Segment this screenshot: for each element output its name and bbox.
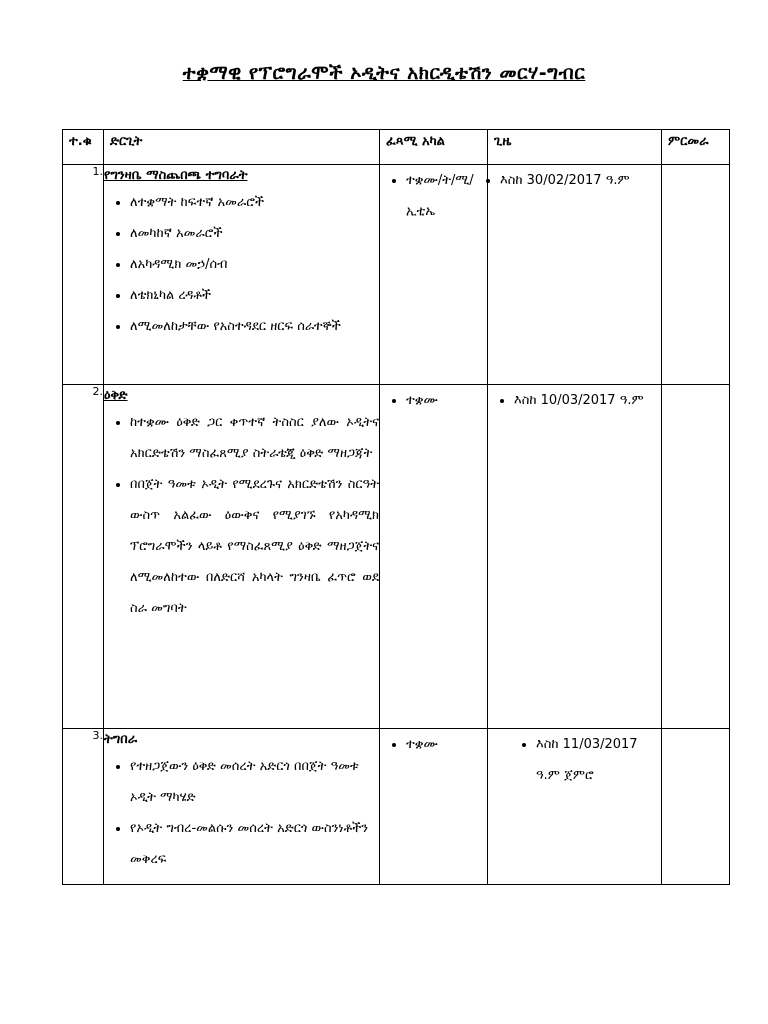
activity-item: • ለሚመለከታቸው የአስተዳደር ዘርፍ ሰራተኞች bbox=[130, 311, 379, 342]
time-value: • እስከ 30/02/2017 ዓ.ም bbox=[500, 165, 661, 196]
header-activity: ድርጊት bbox=[104, 130, 380, 165]
remark-cell bbox=[662, 729, 730, 885]
header-time: ጊዜ bbox=[488, 130, 662, 165]
activity-title: ትግበራ bbox=[104, 732, 138, 747]
activity-item: • በበጀት ዓመቱ ኦዲት የሚደረጉና አክርድቴሽን ስርዓት ውስጥ አልፈው ዕውቅና የሚያገኙ የአካዳሚክ ፕሮግራሞችን ላይቶ የማስፈጸሚያ ዕቅድ ማዘጋጀትና ለሚመለከተው በለድርሻ አካላት ግንዛቤ ፈጥሮ ወደ ስራ መግባት bbox=[130, 469, 379, 624]
time-value: • እስከ 10/03/2017 ዓ.ም bbox=[514, 385, 661, 416]
header-number: ተ.ቁ bbox=[63, 130, 104, 165]
activity-cell bbox=[104, 385, 380, 729]
activity-list bbox=[104, 407, 379, 624]
time-cell bbox=[488, 729, 662, 885]
table-row bbox=[63, 729, 730, 885]
time-cell bbox=[488, 385, 662, 729]
responsible-value: • ተቋሙ/ት/ሚ/ኢቲኤ bbox=[406, 165, 487, 227]
row-number: 2. bbox=[63, 385, 104, 729]
table-header-row bbox=[63, 130, 730, 165]
responsible-value: • ተቋሙ bbox=[406, 729, 487, 760]
activity-item: • የኦዲት ግብረ-መልሱን መሰረት አድርጎ ውስንነቶችን መቅረፍ bbox=[130, 813, 379, 875]
activity-title: ዕቅድ bbox=[104, 388, 128, 403]
activity-item: • ለመካከኛ አመራሮች bbox=[130, 218, 379, 249]
row-number: 1. bbox=[63, 165, 104, 385]
action-plan-table bbox=[62, 129, 730, 885]
table-row bbox=[63, 385, 730, 729]
row-number: 3. bbox=[63, 729, 104, 885]
activity-item: • ለተቋማት ከፍተኛ አመራሮች bbox=[130, 187, 379, 218]
remark-cell bbox=[662, 165, 730, 385]
responsible-cell bbox=[380, 385, 488, 729]
header-responsible: ፈጻሚ አካል bbox=[380, 130, 488, 165]
activity-item: • ለቴክኒካል ረዳቶች bbox=[130, 280, 379, 311]
page-title: ተቋማዊ የፕሮግራሞች ኦዲትና አክርዲቴሽን መርሃ-ግብር bbox=[182, 62, 586, 84]
responsible-cell bbox=[380, 729, 488, 885]
activity-item: • ለአካዳሚክ መኃ/ሰብ bbox=[130, 249, 379, 280]
table-row bbox=[63, 165, 730, 385]
time-cell bbox=[488, 165, 662, 385]
time-value: • እስከ 11/03/2017 ዓ.ም ጀምሮ bbox=[536, 729, 661, 791]
responsible-cell bbox=[380, 165, 488, 385]
activity-list bbox=[104, 751, 379, 875]
activity-title: የግንዛቤ ማስጨበጫ ተግባራት bbox=[104, 168, 248, 183]
activity-item: • የተዘጋጀውን ዕቅድ መሰረት አድርጎ በበጀት ዓመቱ ኦዲት ማካሄድ bbox=[130, 751, 379, 813]
activity-cell bbox=[104, 729, 380, 885]
remark-cell bbox=[662, 385, 730, 729]
activity-cell bbox=[104, 165, 380, 385]
activity-item: • ከተቋሙ ዕቅድ ጋር ቀጥተኛ ትስስር ያለው ኦዲትና አክርድቴሽን ማስፈጸሚያ ስትራቴጂ ዕቅድ ማዘጋጃት bbox=[130, 407, 379, 469]
responsible-value: • ተቋሙ bbox=[406, 385, 487, 416]
activity-list bbox=[104, 187, 379, 342]
header-remark: ምርመራ bbox=[662, 130, 730, 165]
